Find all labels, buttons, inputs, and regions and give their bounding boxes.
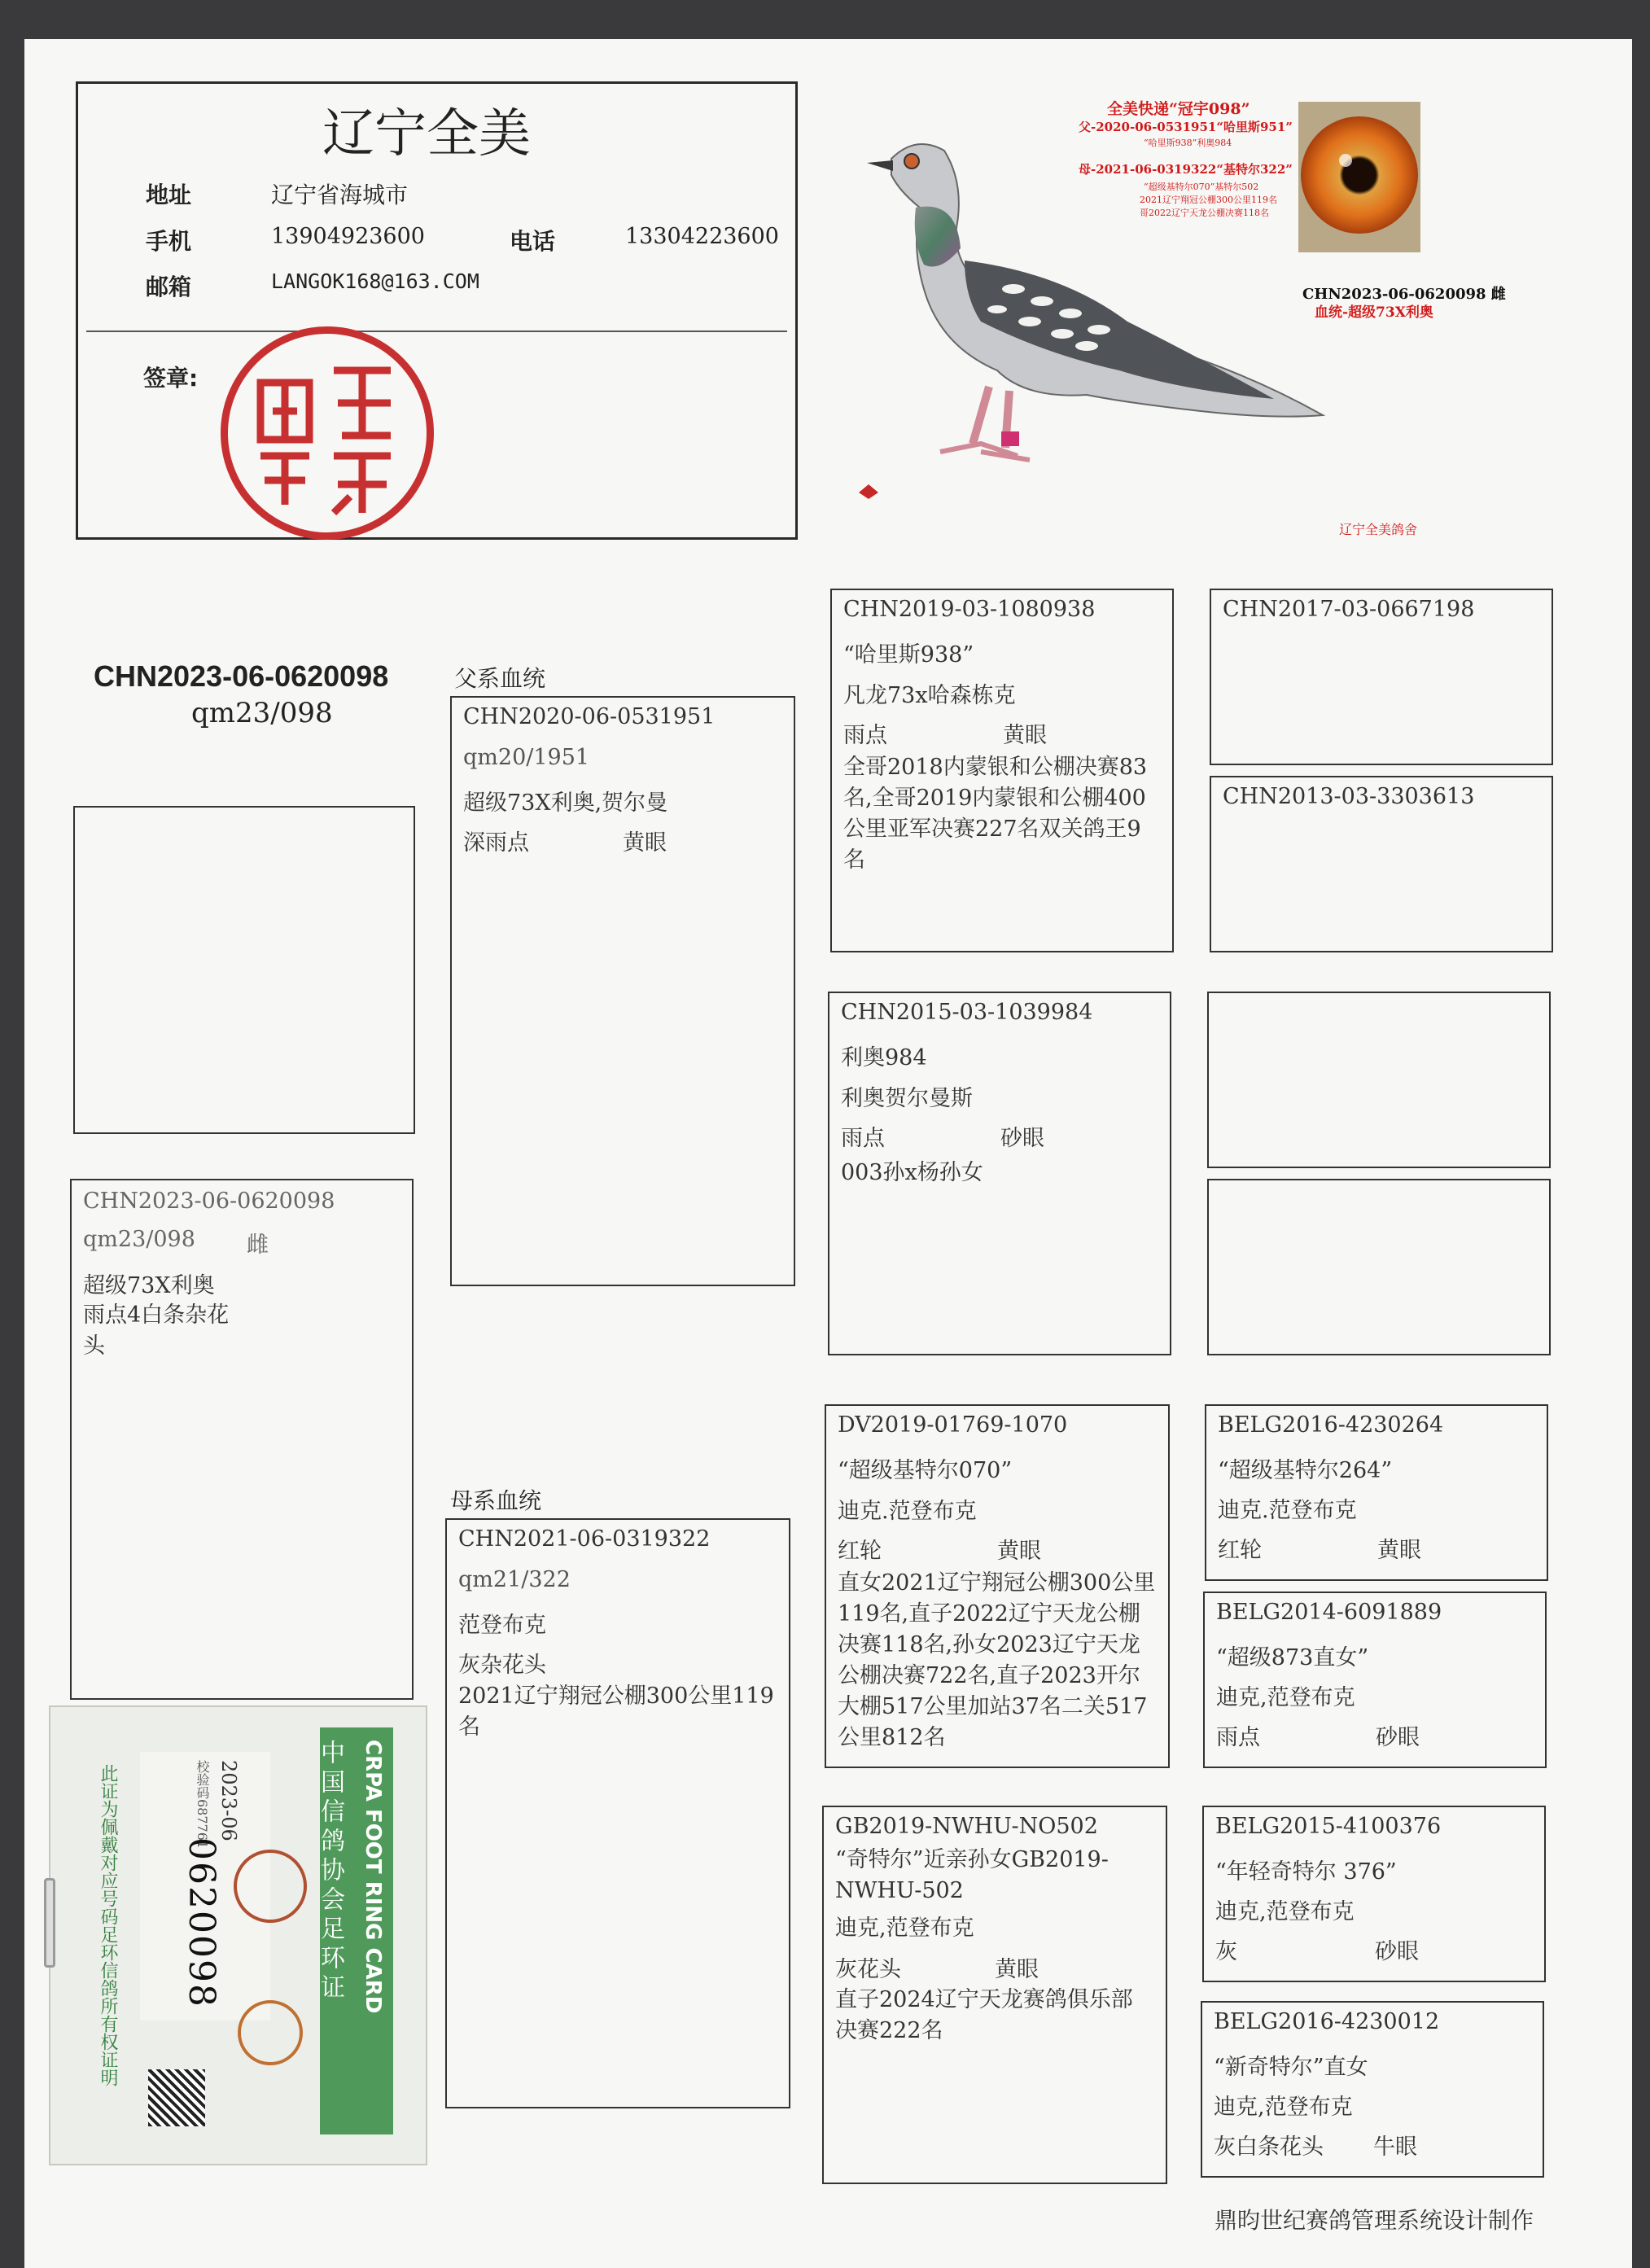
gp-ss-name: “哈里斯938” bbox=[843, 642, 974, 668]
eye-subcaption: 血统-超级73X利奥 bbox=[1315, 304, 1433, 321]
sire-eye: 黄眼 bbox=[623, 830, 667, 856]
gp-ss-eye: 黄眼 bbox=[1003, 723, 1047, 748]
loft-caption: 辽宁全美鸽舍 bbox=[1339, 522, 1418, 537]
dam-ring: CHN2021-06-0319322 bbox=[458, 1526, 711, 1552]
gp-ds-name: “超级基特尔070” bbox=[838, 1458, 1013, 1483]
ggp-box-1 bbox=[1210, 589, 1553, 765]
ggp-1-ring: CHN2017-03-0667198 bbox=[1223, 597, 1475, 622]
ggp-5-eye: 黄眼 bbox=[1377, 1538, 1421, 1563]
dam-section-label: 母系血统 bbox=[450, 1487, 542, 1514]
gp-ss-note: 全哥2018内蒙银和公棚决赛83名,全哥2019内蒙银和公棚400公里亚军决赛227名双关鸽王9名 bbox=[843, 755, 1148, 873]
grandsire-dam-box bbox=[828, 992, 1171, 1355]
gp-dd-ring: GB2019-NWHU-NO502 bbox=[835, 1814, 1098, 1839]
gp-dd-color: 灰花头 bbox=[835, 1957, 901, 1982]
ggp-box-4 bbox=[1207, 1179, 1551, 1355]
sire-code: qm20/1951 bbox=[463, 745, 590, 770]
ggp-7-color: 灰 bbox=[1215, 1939, 1237, 1964]
phone-label: 电话 bbox=[510, 228, 556, 255]
dam-code: qm21/322 bbox=[458, 1567, 571, 1592]
pigeon-photo bbox=[818, 85, 1506, 541]
subject-code: qm23/098 bbox=[191, 697, 333, 729]
ggp-7-eye: 砂眼 bbox=[1375, 1939, 1419, 1964]
ggp-6-ring: BELG2014-6091889 bbox=[1216, 1600, 1442, 1625]
footer-credit: 鼎昀世纪赛鸽管理系统设计制作 bbox=[1215, 2207, 1534, 2234]
gp-sd-name: 利奥984 bbox=[841, 1045, 927, 1071]
ggp-8-name: “新奇特尔”直女 bbox=[1214, 2055, 1368, 2080]
sign-label: 签章: bbox=[143, 365, 199, 392]
header-divider bbox=[86, 331, 787, 332]
sire-box bbox=[450, 696, 795, 1286]
card-qr-code bbox=[148, 2069, 205, 2126]
card-strain: 超级73X利奥 bbox=[83, 1273, 215, 1298]
mobile-label: 手机 bbox=[146, 228, 192, 255]
subject-ring: CHN2023-06-0620098 bbox=[94, 659, 389, 693]
ggp-box-3 bbox=[1207, 992, 1551, 1168]
ggp-box-8 bbox=[1201, 2001, 1544, 2178]
gp-dd-strain: 迪克,范登布克 bbox=[835, 1916, 974, 1941]
dam-note: 2021辽宁翔冠公棚300公里119名 bbox=[458, 1683, 774, 1740]
promo-title: 全美快递“冠宇098” bbox=[1107, 100, 1250, 118]
ggp-6-color: 雨点 bbox=[1216, 1725, 1260, 1750]
ggp-5-ring: BELG2016-4230264 bbox=[1218, 1412, 1444, 1438]
card-title-cn: 中国信鸽协会足环证 bbox=[316, 1740, 344, 2003]
granddam-dam-box bbox=[822, 1806, 1167, 2184]
card-sex: 雌 bbox=[247, 1233, 269, 1258]
email-label: 邮箱 bbox=[146, 274, 192, 300]
ggp-box-7 bbox=[1202, 1806, 1546, 1982]
address-value: 辽宁省海城市 bbox=[271, 182, 409, 208]
ggp-5-strain: 迪克.范登布克 bbox=[1218, 1498, 1357, 1523]
dam-strain: 范登布克 bbox=[458, 1613, 546, 1638]
gp-dd-eye: 黄眼 bbox=[995, 1957, 1039, 1982]
card-code: qm23/098 bbox=[83, 1227, 195, 1252]
sire-strain: 超级73X利奥,贺尔曼 bbox=[463, 790, 668, 816]
mobile-value: 13904923600 bbox=[271, 224, 425, 249]
gp-ss-ring: CHN2019-03-1080938 bbox=[843, 597, 1096, 622]
ggp-5-color: 红轮 bbox=[1218, 1538, 1262, 1563]
gp-ss-strain: 凡龙73x哈森栋克 bbox=[843, 683, 1016, 708]
gp-dd-name: “奇特尔”近亲孙女GB2019-NWHU-502 bbox=[835, 1847, 1109, 1903]
phone-value: 13304223600 bbox=[625, 224, 779, 249]
gp-ds-ring: DV2019-01769-1070 bbox=[838, 1412, 1068, 1438]
ggp-8-strain: 迪克,范登布克 bbox=[1214, 2095, 1353, 2120]
gp-ds-strain: 迪克.范登布克 bbox=[838, 1499, 977, 1524]
subject-photo-box bbox=[73, 806, 415, 1134]
promo-sire-sub: “哈里斯938”利奥984 bbox=[1144, 138, 1232, 148]
gp-dd-note: 直子2024辽宁天龙赛鸽俱乐部决赛222名 bbox=[835, 1987, 1133, 2043]
ggp-8-color: 灰白条花头 bbox=[1214, 2134, 1324, 2160]
gp-sd-strain: 利奥贺尔曼斯 bbox=[841, 1086, 973, 1111]
loft-name: 辽宁全美 bbox=[322, 104, 531, 164]
binder-clip-icon bbox=[44, 1878, 55, 1968]
granddam-sire-box bbox=[825, 1404, 1170, 1768]
ggp-7-strain: 迪克,范登布克 bbox=[1215, 1899, 1355, 1924]
crpa-logo-icon bbox=[234, 1850, 307, 1923]
ggp-6-strain: 迪克,范登布克 bbox=[1216, 1685, 1355, 1710]
address-label: 地址 bbox=[146, 182, 192, 208]
ggp-7-name: “年轻奇特尔 376” bbox=[1215, 1859, 1397, 1885]
email-value: LANGOK168@163.COM bbox=[271, 269, 479, 293]
ggp-6-name: “超级873直女” bbox=[1216, 1645, 1369, 1670]
ggp-5-name: “超级基特尔264” bbox=[1218, 1458, 1393, 1483]
ggp-2-ring: CHN2013-03-3303613 bbox=[1223, 784, 1475, 809]
card-footer-note: 此证为佩戴对应号码足环信鸽所有权证明 bbox=[98, 1764, 118, 2086]
ggp-8-eye: 牛眼 bbox=[1373, 2134, 1417, 2160]
card-check-code: 校验码687761 bbox=[195, 1760, 210, 1850]
card-title-en: CRPA FOOT RING CARD bbox=[361, 1740, 385, 2014]
promo-sire-line: 父-2020-06-0531951“哈里斯951” bbox=[1079, 120, 1293, 134]
promo-dam-line: 母-2021-06-0319322“基特尔322” bbox=[1079, 162, 1293, 177]
gp-ds-note: 直女2021辽宁翔冠公棚300公里119名,直子2022辽宁天龙公棚决赛118名,孙女2023辽宁天龙公棚决赛722名,直子2023开尔大棚517公里加站37名二关517公里812名 bbox=[838, 1570, 1156, 1750]
ggp-6-eye: 砂眼 bbox=[1376, 1725, 1420, 1750]
promo-dam-sub2: 2021辽宁翔冠公棚300公里119名 bbox=[1140, 195, 1277, 205]
card-color: 雨点4白条杂花头 bbox=[83, 1303, 230, 1359]
dam-color: 灰杂花头 bbox=[458, 1653, 546, 1678]
crpa-seal-icon bbox=[238, 2000, 303, 2065]
gp-sd-eye: 砂眼 bbox=[1000, 1126, 1044, 1151]
gp-ds-eye: 黄眼 bbox=[997, 1539, 1041, 1564]
sire-ring: CHN2020-06-0531951 bbox=[463, 704, 716, 729]
dam-box bbox=[445, 1518, 790, 2108]
card-number: 0620098 bbox=[181, 1837, 222, 2008]
gp-sd-ring: CHN2015-03-1039984 bbox=[841, 1000, 1093, 1025]
grandsire-sire-box bbox=[830, 589, 1174, 952]
ggp-box-5 bbox=[1205, 1404, 1548, 1581]
ggp-8-ring: BELG2016-4230012 bbox=[1214, 2009, 1440, 2034]
loft-info-box bbox=[76, 81, 798, 540]
foot-ring-card bbox=[49, 1705, 427, 2165]
gp-ds-color: 红轮 bbox=[838, 1539, 882, 1564]
promo-dam-sub3: 哥2022辽宁天龙公棚决赛118名 bbox=[1140, 208, 1269, 218]
ggp-7-ring: BELG2015-4100376 bbox=[1215, 1814, 1442, 1839]
promo-dam-sub1: “超级基特尔070”基特尔502 bbox=[1144, 182, 1259, 192]
gp-sd-note: 003孙x杨孙女 bbox=[841, 1160, 983, 1185]
seal-stamp bbox=[221, 326, 434, 540]
sire-color: 深雨点 bbox=[463, 830, 529, 856]
eye-caption: CHN2023-06-0620098 雌 bbox=[1302, 286, 1506, 303]
sire-section-label: 父系血统 bbox=[454, 665, 546, 692]
gp-sd-color: 雨点 bbox=[841, 1126, 885, 1151]
card-year: 2023-06 bbox=[217, 1760, 240, 1841]
ggp-box-2 bbox=[1210, 776, 1553, 952]
card-ring: CHN2023-06-0620098 bbox=[83, 1189, 335, 1214]
gp-ss-color: 雨点 bbox=[843, 723, 887, 748]
ggp-box-6 bbox=[1203, 1592, 1547, 1768]
subject-card bbox=[70, 1179, 414, 1700]
